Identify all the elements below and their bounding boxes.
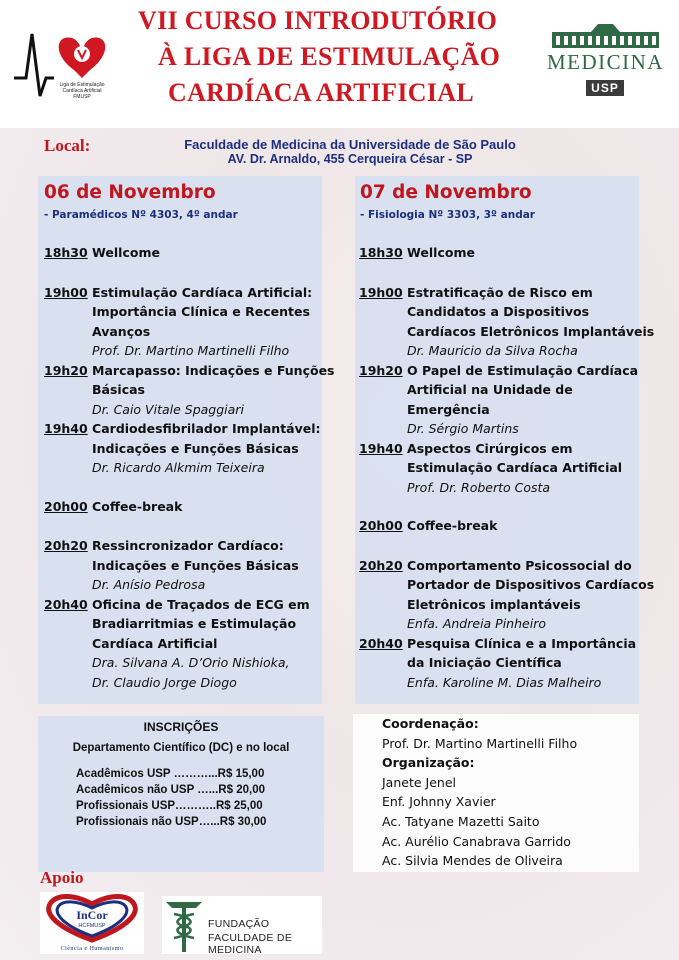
schedule-title-continuation: Indicações e Funções Básicas bbox=[92, 558, 299, 573]
schedule-speaker: Dra. Silvana A. D’Orio Nishioka, bbox=[92, 655, 290, 670]
schedule-item bbox=[359, 439, 573, 459]
schedule-time: 19h40 bbox=[44, 421, 88, 436]
price-item: Profissionais não USP…...R$ 30,00 bbox=[76, 816, 267, 828]
organizer-name: Ac. Tatyane Mazetti Saito bbox=[382, 814, 540, 829]
organizer-name: Janete Jenel bbox=[382, 775, 456, 790]
day2-date: 07 de Novembro bbox=[360, 182, 532, 203]
schedule-time: 19h00 bbox=[44, 285, 88, 300]
price-item: Acadêmicos não USP …...R$ 20,00 bbox=[76, 784, 265, 796]
schedule-item bbox=[359, 634, 636, 654]
incor-sub: HCFMUSP bbox=[78, 923, 106, 929]
schedule-title: Marcapasso: Indicações e Funções bbox=[87, 363, 335, 378]
schedule-title: Coffee-break bbox=[402, 518, 498, 533]
schedule-item bbox=[359, 556, 632, 576]
schedule-time: 20h20 bbox=[359, 558, 403, 573]
inscricoes-title: INSCRIÇÕES bbox=[143, 720, 219, 734]
schedule-item bbox=[44, 283, 312, 303]
fundacao-line-2: FACULDADE DE MEDICINA bbox=[208, 932, 293, 956]
schedule-title: Coffee-break bbox=[87, 499, 183, 514]
organizer-name: Ac. Silvia Mendes de Oliveira bbox=[382, 853, 563, 868]
schedule-title-continuation: Importância Clínica e Recentes bbox=[92, 304, 310, 319]
incor-name: InCor bbox=[76, 908, 108, 922]
liga-logo-text-3: FMUSP bbox=[73, 94, 91, 100]
organizer-name: Ac. Aurélio Canabrava Garrido bbox=[382, 834, 571, 849]
apoio-label: Apoio bbox=[40, 868, 84, 887]
schedule-item bbox=[44, 536, 284, 556]
schedule-title: Oficina de Traçados de ECG em bbox=[87, 597, 310, 612]
schedule-title: Comportamento Psicossocial do bbox=[402, 558, 632, 573]
schedule-title: Pesquisa Clínica e a Importância bbox=[402, 636, 637, 651]
schedule-title: Estimulação Cardíaca Artificial: bbox=[87, 285, 313, 300]
schedule-time: 19h40 bbox=[359, 441, 403, 456]
schedule-title: Cardiodesfibrilador Implantável: bbox=[87, 421, 321, 436]
fundacao-line-1: FUNDAÇÃO bbox=[208, 918, 270, 930]
incor-heart-icon bbox=[40, 892, 144, 954]
coordenacao-panel bbox=[353, 714, 639, 872]
schedule-title-continuation: Portador de Dispositivos Cardíacos bbox=[407, 577, 655, 592]
coordenacao-label: Coordenação: bbox=[382, 716, 479, 731]
coordinator-name: Prof. Dr. Martino Martinelli Filho bbox=[382, 736, 578, 751]
title-line-3: CARDÍACA ARTIFICIAL bbox=[168, 78, 474, 107]
schedule-time: 20h40 bbox=[44, 597, 88, 612]
schedule-title-continuation: Cardíacos Eletrônicos Implantáveis bbox=[407, 324, 655, 339]
schedule-item bbox=[359, 283, 593, 303]
schedule-item bbox=[44, 243, 160, 263]
caduceus-icon bbox=[164, 896, 204, 954]
schedule-item bbox=[44, 361, 335, 381]
schedule-speaker: Prof. Dr. Martino Martinelli Filho bbox=[92, 343, 290, 358]
schedule-item bbox=[44, 497, 182, 517]
schedule-speaker: Enfa. Karoline M. Dias Malheiro bbox=[407, 675, 602, 690]
medicina-usp-logo bbox=[538, 22, 673, 100]
inscricoes-panel bbox=[38, 716, 324, 872]
schedule-speaker: Dr. Sérgio Martins bbox=[407, 421, 519, 436]
schedule-title: Wellcome bbox=[87, 245, 160, 260]
schedule-speaker: Dr. Anísio Pedrosa bbox=[92, 577, 206, 592]
schedule-title-continuation: Estimulação Cardíaca Artificial bbox=[407, 460, 623, 475]
medicina-text: MEDICINA bbox=[547, 50, 664, 74]
schedule-item bbox=[359, 516, 497, 536]
local-label: Local: bbox=[44, 136, 91, 155]
organizer-name: Enf. Johnny Xavier bbox=[382, 794, 496, 809]
schedule-title-continuation: da Iniciação Científica bbox=[407, 655, 562, 670]
incor-logo bbox=[40, 892, 144, 954]
schedule-title-continuation: Artificial na Unidade de bbox=[407, 382, 573, 397]
schedule-title: Wellcome bbox=[402, 245, 475, 260]
local-address: AV. Dr. Arnaldo, 455 Cerqueira César - SP bbox=[227, 152, 473, 166]
liga-logo-text-1: Liga de Estimulação bbox=[59, 82, 105, 88]
schedule-time: 18h30 bbox=[359, 245, 403, 260]
liga-logo-icon bbox=[12, 26, 120, 104]
schedule-title: Estratificação de Risco em bbox=[402, 285, 593, 300]
local-name: Faculdade de Medicina da Universidade de São Paulo bbox=[184, 137, 516, 152]
price-item: Profissionais USP………..R$ 25,00 bbox=[76, 800, 263, 812]
schedule-title: Aspectos Cirúrgicos em bbox=[402, 441, 573, 456]
schedule-time: 19h00 bbox=[359, 285, 403, 300]
schedule-title-continuation: Candidatos a Dispositivos bbox=[407, 304, 590, 319]
day2-location: - Fisiologia Nº 3303, 3º andar bbox=[360, 209, 535, 221]
schedule-speaker: Dr. Mauricio da Silva Rocha bbox=[407, 343, 578, 358]
schedule-time: 20h00 bbox=[44, 499, 88, 514]
inscricoes-department: Departamento Científico (DC) e no local bbox=[72, 742, 290, 754]
schedule-item bbox=[359, 243, 475, 263]
schedule-speaker: Dr. Claudio Jorge Diogo bbox=[92, 675, 237, 690]
schedule-item bbox=[44, 595, 310, 615]
schedule-time: 19h20 bbox=[44, 363, 88, 378]
schedule-time: 18h30 bbox=[44, 245, 88, 260]
incor-motto: Ciência e Humanismo bbox=[60, 946, 124, 952]
schedule-speaker: Dr. Caio Vitale Spaggiari bbox=[92, 402, 244, 417]
schedule-title: Ressincronizador Cardíaco: bbox=[87, 538, 284, 553]
schedule-time: 20h00 bbox=[359, 518, 403, 533]
schedule-time: 20h20 bbox=[44, 538, 88, 553]
schedule-title-continuation: Bradiarritmias e Estimulação bbox=[92, 616, 297, 631]
day1-date: 06 de Novembro bbox=[44, 182, 216, 203]
schedule-speaker: Prof. Dr. Roberto Costa bbox=[407, 480, 551, 495]
price-item: Acadêmicos USP ………...R$ 15,00 bbox=[76, 768, 265, 780]
schedule-speaker: Enfa. Andreia Pinheiro bbox=[407, 616, 546, 631]
building-icon bbox=[538, 22, 673, 50]
schedule-title-continuation: Avanços bbox=[92, 324, 151, 339]
schedule-title-continuation: Básicas bbox=[92, 382, 145, 397]
title-line-2: À LIGA DE ESTIMULAÇÃO bbox=[158, 42, 501, 71]
schedule-speaker: Dr. Ricardo Alkmim Teixeira bbox=[92, 460, 265, 475]
schedule-time: 20h40 bbox=[359, 636, 403, 651]
schedule-item bbox=[44, 419, 321, 439]
schedule-title-continuation: Eletrônicos implantáveis bbox=[407, 597, 581, 612]
schedule-title-continuation: Indicações e Funções Básicas bbox=[92, 441, 299, 456]
header bbox=[0, 0, 679, 128]
title-line-1: VII CURSO INTRODUTÓRIO bbox=[138, 6, 498, 35]
liga-logo-text-2: Cardíaca Artificial bbox=[62, 88, 102, 94]
schedule-time: 19h20 bbox=[359, 363, 403, 378]
schedule-item bbox=[359, 361, 638, 381]
day1-location: - Paramédicos Nº 4303, 4º andar bbox=[44, 209, 238, 221]
schedule-title-continuation: Emergência bbox=[407, 402, 490, 417]
usp-badge: USP bbox=[586, 80, 624, 96]
schedule-title-continuation: Cardíaca Artificial bbox=[92, 636, 218, 651]
organizacao-label: Organização: bbox=[382, 755, 475, 770]
fundacao-logo bbox=[162, 896, 322, 954]
schedule-title: O Papel de Estimulação Cardíaca bbox=[402, 363, 639, 378]
